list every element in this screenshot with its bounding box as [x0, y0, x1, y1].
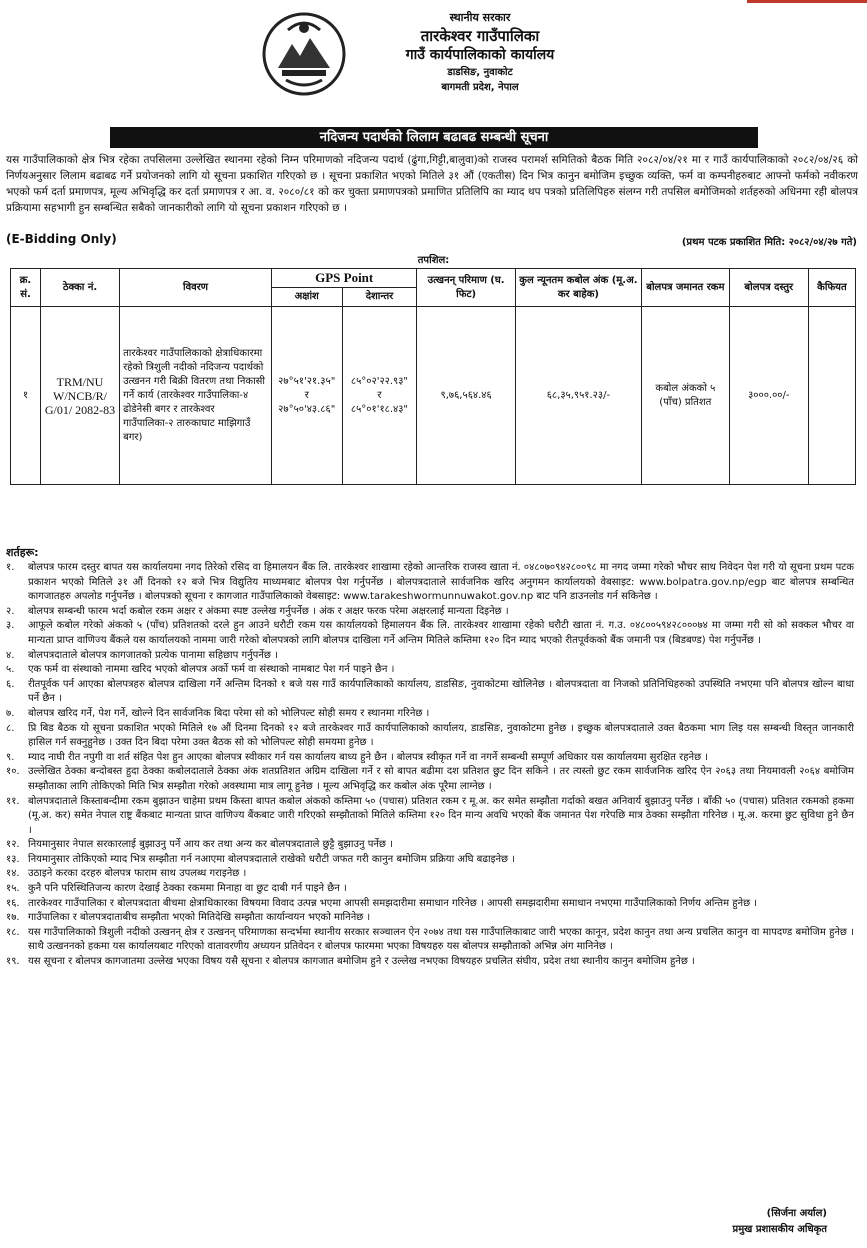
condition-text: बोलपत्र फारम दस्तुर बापत यस कार्यालयमा नगद तिरेको रसिद वा हिमालयन बैंक लि. तारकेश्वर शाखामा रहेको आन्तरिक राजस्व खाता नं. ०४८०७०९४२८००९८ मा नगद जम्मा गरेको भौचर साथ निवेदन पेश गरी यो सूचना प्रथम पटक प्रकाशन भएको मितिले ३१ औं दिनको १२ बजे भित्र विद्युतिय माध्यमबाट बोलपत्र पेश गर्नुपर्नेछ । बोलपत्रदाताले सार्वजनिक खरिद अनुगमन कार्यालयको वेबसाइट: www.bolpatra.gov.np/egp बाट बोलपत्र सम्बन्धित कागजातहरु अपलोड गर्नुपर्नेछ । बोलपत्रको सूचना र कागजात गाउँपालिकाको वेबसाइट: www.tarakeshwormunnuwakot.gov.np बाट पनि डाउनलोड गर्न सकिनेछ । — [28, 562, 854, 603]
longitude-1: ८५°०२'२२.९३" — [350, 375, 409, 387]
signature-block — [733, 1206, 827, 1238]
cell-latitude — [271, 307, 342, 485]
list-item — [6, 882, 854, 897]
header-line-4: डाडसिङ, नुवाकोट — [447, 67, 513, 78]
condition-text: बोलपत्र सम्बन्धी फारम भर्दा कबोल रकम अक्षर र अंकमा स्पष्ट उल्लेख गर्नुपर्नेछ । अंक र अक्षर फरक परेमा अक्षरलाई मान्यता दिइनेछ । — [28, 605, 509, 617]
contract-table — [10, 268, 856, 485]
list-item — [6, 649, 854, 664]
col-remarks: कैफियत — [808, 269, 855, 307]
list-item — [6, 663, 854, 678]
condition-text: यस सूचना र बोलपत्र कागजातमा उल्लेख भएका विषय यसै सूचना र बोलपत्र कागजात बमोजिम हुने र उल्लेख नभएका विषयहरु प्रचलित संघीय, प्रदेश तथा स्थानीय कानुन बमोजिम हुनेछ । — [28, 956, 695, 968]
list-item — [6, 765, 854, 794]
condition-text: आफूले कबोल गरेको अंकको ५ (पाँच) प्रतिशतको दरले हुन आउने धरौटी रकम यस कार्यालयको हिमालयन बैंक लि. तारकेश्वर शाखामा रहेको धरौटी खाता नं. ग.उ. ०४८००५९४२८०००७४ मा जम्मा गरी सो को सक्कल भौचर वा मान्यता प्राप्त वाणिज्य बैंकले यस कार्यालयको नाममा जारी गरेको बोलपत्रको लागि बोलपत्र दाखिला गर्ने अन्तिम मितिले कम्तिमा १२० दिन म्याद भएको रीतपूर्वकको बैंक जमानी पत्र (बिडबण्ड) पेश गर्नुपर्नेछ । — [28, 620, 854, 646]
col-deposit: बोलपत्र जमानत रकम — [642, 269, 730, 307]
signer-title: प्रमुख प्रशासकीय अधिकृत — [732, 1224, 827, 1235]
header-line-2: तारकेश्वर गाउँपालिका — [420, 27, 540, 45]
list-item — [6, 926, 854, 955]
header-line-1: स्थानीय सरकार — [449, 11, 511, 24]
first-publication-date: (प्रथम पटक प्रकाशित मिति: २०८२/०४/२७ गते) — [681, 237, 857, 248]
col-gps: GPS Point — [271, 269, 416, 288]
list-item — [6, 838, 854, 853]
col-longitude: देशान्तर — [342, 288, 417, 307]
table-row — [11, 307, 856, 485]
col-fee: बोलपत्र दस्तुर — [729, 269, 808, 307]
condition-number: १. — [6, 562, 15, 573]
header-line-5: बागमती प्रदेश, नेपाल — [441, 82, 519, 93]
condition-text: नियमानुसार तोकिएको म्याद भित्र सम्झौता गर्न नआएमा बोलपत्रदाताले राखेको धरौटी जफत गरी कानुन बमोजिम प्रक्रिया अघि बढाइनेछ । — [28, 853, 516, 865]
latitude-separator: र — [304, 389, 309, 401]
list-item — [6, 867, 854, 882]
schedule-label: तपशिल: — [417, 255, 450, 266]
condition-text: तारकेश्वर गाउँपालिका र बोलपत्रदाता बीचमा क्षेत्राधिकारका विषयमा विवाद उत्पन्न भएमा आपसी समझदारीमा समाधान गरिनेछ । आपसी समझदारीमा समाधान नभएमा गाउँपालिकाको निर्णय अन्तिम हुनेछ । — [28, 897, 758, 909]
condition-number: १५. — [6, 883, 20, 895]
cell-quantity: ९,७६,५६४.४६ — [417, 307, 515, 485]
latitude-2: २७°५०'४३.८६" — [278, 403, 336, 415]
notice-title-banner: नदिजन्य पदार्थको लिलाम बढाबढ सम्बन्धी सूचना — [110, 127, 758, 148]
condition-number: १२. — [6, 839, 20, 851]
col-description: विवरण — [120, 269, 272, 307]
office-name-block — [330, 10, 630, 95]
cell-deposit: कबोल अंकको ५ (पाँच) प्रतिशत — [642, 307, 730, 485]
condition-text: गाउँपालिका र बोलपत्रदाताबीच सम्झौता भएको मितिदेखि सम्झौता कार्यान्वयन भएको मानिनेछ । — [28, 912, 371, 924]
list-item — [6, 751, 854, 766]
header-line-3: गाउँ कार्यपालिकाको कार्यालय — [405, 47, 555, 63]
condition-number: १०. — [6, 766, 20, 778]
condition-number: ८. — [6, 722, 15, 734]
condition-number: १३. — [6, 853, 20, 865]
ebidding-label: (E-Bidding Only) — [6, 232, 117, 246]
condition-number: ६. — [6, 678, 15, 690]
condition-number: ५. — [6, 664, 15, 676]
condition-text: नियमानुसार नेपाल सरकारलाई बुझाउनु पर्ने आय कर तथा अन्य कर बोलपत्रदाताले छुट्टै बुझाउनु पर्नेछ । — [28, 839, 393, 851]
longitude-2: ८५°०१'१८.४३" — [350, 403, 409, 415]
table-header-row — [11, 269, 856, 288]
cell-longitude — [342, 307, 417, 485]
signer-name: (सिर्जना अर्याल) — [766, 1208, 827, 1219]
longitude-separator: र — [377, 389, 382, 401]
list-item — [6, 897, 854, 912]
cell-contract: TRM/NU W/NCB/R/ G/01/ 2082-83 — [40, 307, 119, 485]
condition-number: ११. — [6, 795, 20, 807]
condition-number: २. — [6, 605, 15, 617]
condition-text: बोलपत्रदाताले किस्ताबन्दीमा रकम बुझाउन चाहेमा प्रथम किस्ता बापत कबोल अंकको कम्तिमा ५० (पचास) प्रतिशत रकम र मू.अ. कर समेत सम्झौता गर्दाको बखत अनिवार्य बुझाउनु पर्नेछ । बाँकी ५० (पचास) प्रतिशत रकमको हकमा (मू.अ. कर) समेत नेपाल राष्ट्र बैंकबाट मान्यता प्राप्त वाणिज्य बैंकबाट जारी गरिएको सम्झौताको मितिले कम्तिमा १२० दिन मान्य अवधि भएको बैंक जमानत पेश गरेपछि मात्र ठेक्का सम्झौता गरिनेछ । मू.अ. करमा छुट सुविधा हुने छैन । — [28, 795, 854, 836]
latitude-1: २७°५१'२१.३५" — [278, 375, 336, 387]
cell-fee: ३०००.००/- — [729, 307, 808, 485]
list-item — [6, 605, 854, 620]
col-sn: क्र. सं. — [11, 269, 41, 307]
list-item — [6, 722, 854, 751]
list-item — [6, 853, 854, 868]
condition-text: उठाइने करका दरहरु बोलपत्र फाराम साथ उपलब्ध गराइनेछ । — [28, 868, 247, 880]
corner-accent — [747, 0, 867, 3]
condition-number: ४. — [6, 649, 15, 661]
list-item — [6, 911, 854, 926]
list-item — [6, 561, 854, 605]
condition-text: म्याद नाघी रीत नपुगी वा शर्त संहित पेश हुन आएका बोलपत्र स्वीकार गर्न यस कार्यालय बाध्य हुने छैन । बोलपत्र स्वीकृत गर्ने वा नगर्ने सम्बन्धी सम्पूर्ण अधिकार यस कार्यालयमा सुरक्षित रहनेछ । — [28, 751, 709, 763]
cell-sn: १ — [11, 307, 41, 485]
condition-number: १४. — [6, 868, 20, 880]
conditions-heading: शर्तहरू: — [6, 546, 39, 559]
condition-text: बोलपत्र खरिद गर्ने, पेश गर्ने, खोल्ने दिन सार्वजनिक बिदा परेमा सो को भोलिपल्ट सोही समय र स्थानमा गरिनेछ । — [28, 707, 430, 719]
condition-number: १६. — [6, 897, 20, 909]
list-item — [6, 707, 854, 722]
col-quantity: उत्खनन् परिमाण (घ. फिट) — [417, 269, 515, 307]
condition-text: प्रि बिड बैठक यो सूचना प्रकाशित भएको मितिले १७ औं दिनमा दिनको १२ बजे तारकेश्वर गाउँ कार्यपालिकाको कार्यालय, डाडसिङ, नुवाकोटमा हुनेछ । इच्छुक बोलपत्रदाताले उक्त बैठकमा भाग लिइ यस सम्बन्धी विस्तृत जानकारी हासिल गर्न सक्नुहुनेछ । उक्त दिन बिदा परेमा उक्त बैठक सो को भोलिपल्ट सोही समयमा हुनेछ । — [28, 722, 854, 749]
condition-text: यस गाउँपालिकाको त्रिशुली नदीको उत्खनन् क्षेत्र र उत्खनन् परिमाणका सन्दर्भमा स्थानीय सरकार सञ्चालन ऐन २०७४ तथा यस गाउँपालिकाबाट जारी भएका कानून, प्रदेश कानुन तथा अन्य प्रचलित कानुन वा मापदण्ड बमोजिम हुनेछ । साथै उत्खननको हकमा यस कार्यालयबाट गरिएको वातावरणीय अध्ययन प्रतिवेदन र बोलपत्र फारममा भएका विषयहरु यस बोलपत्र सम्झौताको अभिन्न अंग मानिनेछ । — [28, 926, 854, 953]
condition-number: ७. — [6, 707, 15, 719]
conditions-list — [6, 561, 854, 970]
cell-min-bid: ६८,३५,९५१.२३/- — [515, 307, 641, 485]
condition-text: रीतपूर्वक पर्न आएका बोलपत्रहरु बोलपत्र दाखिला गर्ने अन्तिम दिनको १ बजे यस गाउँ कार्यपालिकाको कार्यालय, डाडसिङ, नुवाकोटमा खोलिनेछ । बोलपत्रदाता वा निजको प्रतिनिधिहरुको उपस्थिति नभएमा पनि बोलपत्र खोल्न बाधा पर्ने छैन । — [28, 678, 854, 705]
col-latitude: अक्षांश — [271, 288, 342, 307]
col-min-bid: कुल न्यूनतम कबोल अंक (मू.अ. कर बाहेक) — [515, 269, 641, 307]
list-item — [6, 678, 854, 707]
condition-number: १८. — [6, 926, 20, 938]
condition-text: कुनै पनि परिस्थितिजन्य कारण देखाई ठेक्का रकममा मिनाहा वा छुट दाबी गर्न पाइने छैन । — [28, 883, 347, 895]
condition-number: १९. — [6, 956, 20, 968]
col-contract: ठेक्का नं. — [40, 269, 119, 307]
condition-number: ३. — [6, 620, 15, 632]
list-item — [6, 955, 854, 970]
condition-text: एक फर्म वा संस्थाको नाममा खरिद भएको बोलपत्र अर्को फर्म वा संस्थाको नामबाट पेश गर्न पाइने छैन । — [28, 664, 395, 676]
list-item — [6, 619, 854, 648]
cell-remarks — [808, 307, 855, 485]
letterhead — [0, 4, 867, 122]
condition-number: ९. — [6, 751, 15, 763]
condition-number: १७. — [6, 912, 20, 924]
list-item — [6, 795, 854, 839]
condition-text: उल्लेखित ठेक्का बन्दोबस्त हुदा ठेक्का कबोलदाताले ठेक्का अंक शतप्रतिशत अग्रिम दाखिला गर्ने र सो बापत बढीमा दश प्रतिशत छुट दिन सकिने । तर त्यस्तो छुट रकम सार्वजनिक खरिद ऐन २०६३ तथा नियमावली २०६४ बमोजिम सम्झौताका लागि तोकिएको मिति भित्र सम्झौता गरेको अवस्थामा मात्र लागू हुनेछ । मूल्य अभिवृद्धि कर कबोल अंक पूरैमा लाग्नेछ । — [28, 766, 854, 792]
intro-paragraph: यस गाउँपालिकाको क्षेत्र भित्र रहेका तपसिलमा उल्लेखित स्थानमा रहेको निम्न परिमाणको नदिजन्य पदार्थ (ढुंगा,गिट्टी,बालुवा)को राजस्व परामर्श समितिको बैठक मिति २०८२/०४/२१ मा र गाउँ कार्यपालिकाको २०८२/०४/२६ को निर्णयअनुसार लिलाम बढाबढ गर्ने प्रयोजनको लागि यो सूचना प्रकाशित गरिएको छ । सूचना प्रकाशित भएको मितिले ३१ औं (एकतीस) दिन भित्र कानुन बमोजिम इच्छुक व्यक्ति, फर्म वा कम्पनीहरुबाट आफ्नो फर्मको नवीकरण भएको फर्म दर्ता प्रमाणपत्र, मूल्य अभिवृद्धि कर दर्ता प्रमाणपत्र र आ. व. २०८०/८१ को कर चुक्ता प्रमाणपत्रको प्रमाणित प्रतिलिपि का म्याद थप पत्रको प्रतिलिपिहरु संलग्न गरी तपसिल बमोजिमको शर्तहरुको अधिनमा रही बोलपत्र प्रक्रियामा सहभागी हुन सम्बन्धित सबैको जानकारीको लागि यो सूचना प्रकाशन गरिएको छ । — [6, 154, 858, 214]
condition-text: बोलपत्रदाताले बोलपत्र कागजातको प्रत्येक पानामा सहिछाप गर्नुपर्नेछ । — [28, 649, 278, 661]
cell-description: तारकेश्वर गाउँपालिकाको क्षेत्राधिकारमा रहेको त्रिशुली नदीको नदिजन्य पदार्थको उत्खनन गरी बिक्री वितरण तथा निकासी गर्ने कार्य (तारकेश्वर गाउँपालिका-४ ढोडेनेसी बगर र तारकेश्वर गाउँपालिका-२ तारुकाघाट माझिगाउँ बगर) — [120, 307, 272, 485]
